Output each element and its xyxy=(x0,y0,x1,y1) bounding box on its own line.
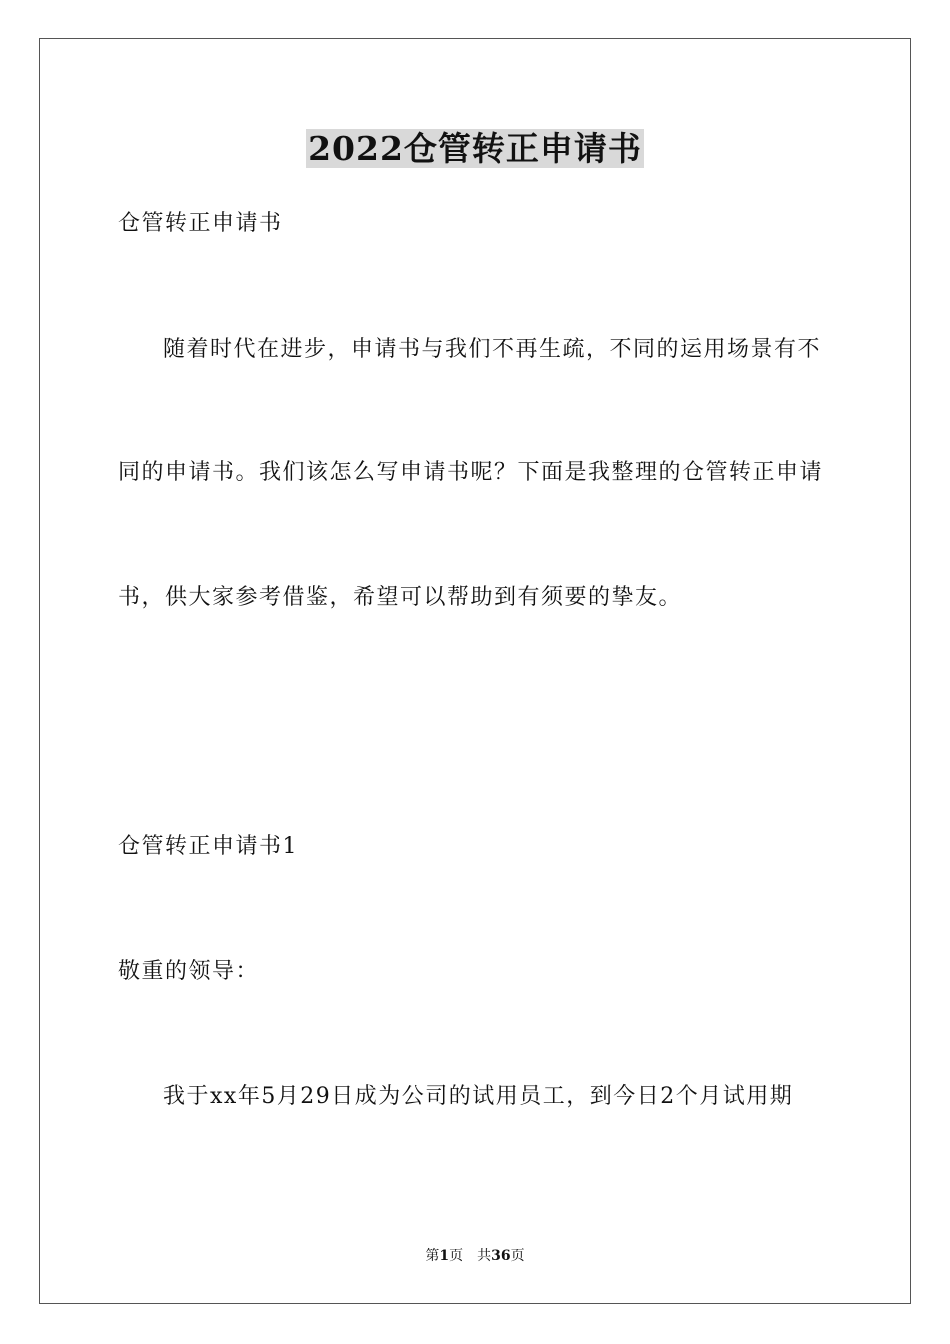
letter-paragraph-line-1: 我于xx年5月29日成为公司的试用员工，到今日2个月试用期 xyxy=(163,1084,794,1109)
page-total: 36 xyxy=(491,1248,511,1264)
page-suffix: 页 xyxy=(510,1248,525,1264)
document-title-text: 2022仓管转正申请书 xyxy=(308,129,642,168)
intro-paragraph-line-1: 随着时代在进步，申请书与我们不再生疏，不同的运用场景有不 xyxy=(163,337,822,362)
letter-heading: 仓管转正申请书1 xyxy=(118,834,298,859)
page-mid: 页 共 xyxy=(449,1248,492,1264)
intro-paragraph-line-3: 书，供大家参考借鉴，希望可以帮助到有须要的挚友。 xyxy=(118,585,683,610)
intro-paragraph-line-2: 同的申请书。我们该怎么写申请书呢？下面是我整理的仓管转正申请 xyxy=(118,460,824,485)
page-prefix: 第 xyxy=(425,1248,440,1264)
page-current: 1 xyxy=(439,1248,450,1264)
section-heading: 仓管转正申请书 xyxy=(118,211,283,236)
document-title xyxy=(0,124,950,174)
page-footer xyxy=(0,1246,950,1266)
salutation: 敬重的领导： xyxy=(118,959,260,984)
